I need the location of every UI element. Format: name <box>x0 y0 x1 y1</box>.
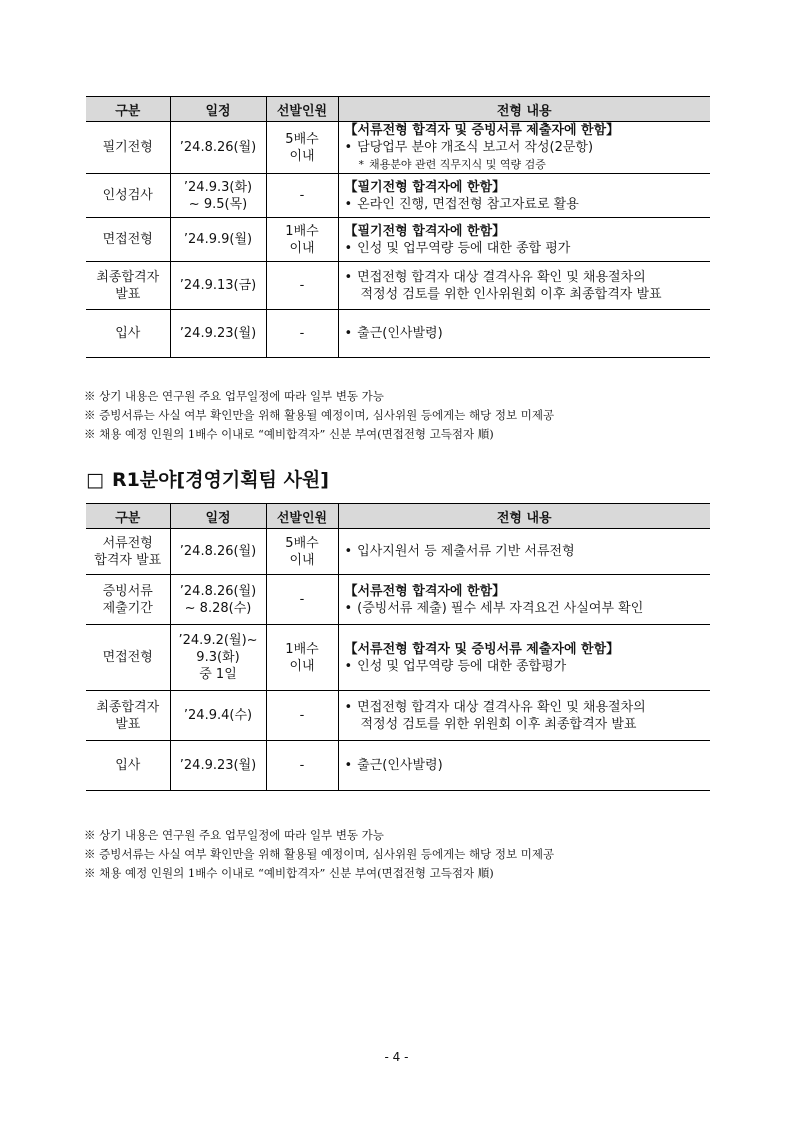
stage-text: 최종합격자 <box>96 699 160 715</box>
cell-count <box>266 741 338 791</box>
count-text: - <box>299 188 305 203</box>
date-text: ’24.9.13(금) <box>179 278 257 293</box>
stage-text: 필기전형 <box>102 140 153 155</box>
cell-date <box>170 310 266 358</box>
cell-content <box>338 122 710 174</box>
content-line <box>345 757 707 774</box>
content-line <box>345 325 707 342</box>
count-text: 5배수 <box>285 131 319 147</box>
content-line-text: 출근(인사발령) <box>357 758 443 773</box>
cell-date <box>170 575 266 625</box>
date-text: ~ 8.28(수) <box>184 600 252 616</box>
cell-stage <box>86 218 170 262</box>
table-row <box>86 122 710 174</box>
cell-content <box>338 529 710 575</box>
note-line: ※ 증빙서류는 사실 여부 확인만을 위해 활용될 예정이며, 심사위원 등에게는 해당 정보 미제공 <box>84 408 555 422</box>
content-line <box>345 269 707 286</box>
content-line-text: 면접전형 합격자 대상 결격사유 확인 및 채용절차의 <box>357 699 646 715</box>
asterisk-icon: * <box>358 158 364 171</box>
count-text: - <box>299 278 305 293</box>
bullet-icon: • <box>344 326 353 341</box>
table-row <box>86 625 710 691</box>
stage-text: 증빙서류 <box>102 583 153 599</box>
section-title <box>86 467 329 493</box>
bullet-icon: • <box>344 658 353 674</box>
count-text: 1배수 <box>285 223 319 239</box>
count-text: - <box>299 758 305 773</box>
notes-1 <box>84 387 724 444</box>
header-count: 선발인원 <box>266 504 338 529</box>
date-text: ’24.9.9(월) <box>183 232 253 247</box>
content-line <box>345 600 707 617</box>
cell-date <box>170 218 266 262</box>
content-line <box>345 716 707 733</box>
content-line <box>345 543 707 560</box>
cell-stage <box>86 575 170 625</box>
cell-date <box>170 262 266 310</box>
cell-count <box>266 262 338 310</box>
stage-text: 인성검사 <box>102 188 153 203</box>
content-heading: 【서류전형 합격자에 한함】 <box>344 583 506 599</box>
bullet-icon: • <box>344 600 353 616</box>
cell-date <box>170 691 266 741</box>
date-text: ’24.9.23(월) <box>179 758 257 773</box>
cell-date <box>170 741 266 791</box>
bullet-icon: • <box>344 758 353 773</box>
table-row <box>86 218 710 262</box>
stage-text: 입사 <box>115 758 141 773</box>
cell-count <box>266 575 338 625</box>
stage-text: 합격자 발표 <box>94 552 162 568</box>
content-line <box>345 196 707 213</box>
content-line-text: 담당업무 분야 개조식 보고서 작성(2문항) <box>357 140 594 155</box>
content-line <box>345 240 707 257</box>
content-heading: 【서류전형 합격자 및 증빙서류 제출자에 한함】 <box>344 641 620 657</box>
content-line <box>345 699 707 716</box>
note-line: ※ 상기 내용은 연구원 주요 업무일정에 따라 일부 변동 가능 <box>84 389 384 403</box>
date-text: ’24.9.4(수) <box>183 708 253 723</box>
content-line-text: 적정성 검토를 위한 위원회 이후 최종합격자 발표 <box>360 716 637 732</box>
count-text: 5배수 <box>285 535 319 551</box>
table-row <box>86 741 710 791</box>
table-row <box>86 174 710 218</box>
content-heading: 【필기전형 합격자에 한함】 <box>344 179 506 195</box>
cell-count <box>266 122 338 174</box>
header-stage: 구분 <box>86 504 170 529</box>
header-stage: 구분 <box>86 97 170 122</box>
content-line-text: 인성 및 업무역량 등에 대한 종합 평가 <box>357 240 571 256</box>
cell-count <box>266 625 338 691</box>
content-line-text: 채용분야 관련 직무지식 및 역량 검증 <box>369 158 546 171</box>
content-line-text: (증빙서류 제출) 필수 세부 자격요건 사실여부 확인 <box>357 600 644 616</box>
count-text: 이내 <box>289 552 315 568</box>
table-header-row <box>86 504 710 529</box>
content-line-text: 면접전형 합격자 대상 결격사유 확인 및 채용절차의 <box>357 269 646 285</box>
count-text: 이내 <box>289 240 315 256</box>
count-text: 이내 <box>289 658 315 674</box>
date-text: ~ 9.5(목) <box>188 196 248 212</box>
cell-count <box>266 218 338 262</box>
cell-count <box>266 529 338 575</box>
cell-stage <box>86 262 170 310</box>
stage-text: 입사 <box>115 326 141 341</box>
note-line: ※ 상기 내용은 연구원 주요 업무일정에 따라 일부 변동 가능 <box>84 828 384 842</box>
stage-text: 발표 <box>115 716 141 732</box>
bullet-icon: • <box>344 544 353 559</box>
notes-2 <box>84 826 724 883</box>
cell-count <box>266 174 338 218</box>
cell-stage <box>86 122 170 174</box>
cell-content <box>338 691 710 741</box>
cell-count <box>266 310 338 358</box>
cell-count <box>266 691 338 741</box>
cell-stage <box>86 625 170 691</box>
stage-text: 면접전형 <box>102 650 153 665</box>
header-content: 전형 내용 <box>338 97 710 122</box>
count-text: 1배수 <box>285 641 319 657</box>
date-text: 중 1일 <box>199 667 237 682</box>
note-line: ※ 증빙서류는 사실 여부 확인만을 위해 활용될 예정이며, 심사위원 등에게는 해당 정보 미제공 <box>84 847 555 861</box>
header-date: 일정 <box>170 504 266 529</box>
note-line: ※ 채용 예정 인원의 1배수 이내로 “예비합격자” 신분 부여(면접전형 고득점자 順) <box>84 866 494 880</box>
bullet-icon: • <box>344 699 353 715</box>
bullet-icon: • <box>344 140 353 155</box>
cell-stage <box>86 174 170 218</box>
stage-text: 제출기간 <box>102 600 153 616</box>
content-line-text: 온라인 진행, 면접전형 참고자료로 활용 <box>357 196 579 212</box>
bullet-icon: • <box>344 196 353 212</box>
cell-content <box>338 174 710 218</box>
schedule-table-1 <box>86 96 710 358</box>
cell-date <box>170 174 266 218</box>
content-heading: 【서류전형 합격자 및 증빙서류 제출자에 한함】 <box>344 123 620 138</box>
content-line-text: 입사지원서 등 제출서류 기반 서류전형 <box>357 544 575 559</box>
header-count: 선발인원 <box>266 97 338 122</box>
date-text: ’24.9.3(화) <box>183 179 253 195</box>
table-row <box>86 310 710 358</box>
date-text: ’24.9.2(월)~ <box>178 633 258 648</box>
checkbox-square-icon: □ <box>86 469 104 491</box>
count-text: - <box>299 708 305 723</box>
date-text: ’24.8.26(월) <box>179 583 257 599</box>
date-text: ’24.9.23(월) <box>179 326 257 341</box>
cell-date <box>170 529 266 575</box>
date-text: 9.3(화) <box>196 650 240 665</box>
count-text: - <box>299 326 305 341</box>
content-line <box>345 156 707 173</box>
count-text: 이내 <box>289 148 315 164</box>
content-line-text: 출근(인사발령) <box>357 326 443 341</box>
cell-date <box>170 625 266 691</box>
cell-content <box>338 625 710 691</box>
cell-content <box>338 741 710 791</box>
cell-stage <box>86 310 170 358</box>
cell-date <box>170 122 266 174</box>
content-line-text: 인성 및 업무역량 등에 대한 종합평가 <box>357 658 567 674</box>
table-row <box>86 529 710 575</box>
table-row <box>86 262 710 310</box>
content-line-text: 적정성 검토를 위한 인사위원회 이후 최종합격자 발표 <box>360 286 662 302</box>
content-line <box>345 658 707 675</box>
table-row <box>86 691 710 741</box>
cell-stage <box>86 691 170 741</box>
cell-content <box>338 310 710 358</box>
bullet-icon: • <box>344 269 353 285</box>
stage-text: 면접전형 <box>102 232 153 247</box>
date-text: ’24.8.26(월) <box>179 544 257 559</box>
stage-text: 최종합격자 <box>96 269 160 285</box>
content-line <box>345 139 707 156</box>
header-content: 전형 내용 <box>338 504 710 529</box>
header-date: 일정 <box>170 97 266 122</box>
cell-content <box>338 575 710 625</box>
table-row <box>86 575 710 625</box>
cell-stage <box>86 529 170 575</box>
cell-content <box>338 218 710 262</box>
schedule-table-2 <box>86 503 710 791</box>
content-heading: 【필기전형 합격자에 한함】 <box>344 223 506 239</box>
note-line: ※ 채용 예정 인원의 1배수 이내로 “예비합격자” 신분 부여(면접전형 고득점자 順) <box>84 427 494 441</box>
stage-text: 서류전형 <box>102 535 153 551</box>
bullet-icon: • <box>344 240 353 256</box>
count-text: - <box>299 592 305 607</box>
section-title-text: R1분야[경영기획팀 사원] <box>111 469 329 491</box>
page-number: - 4 - <box>384 1050 409 1064</box>
table-header-row <box>86 97 710 122</box>
stage-text: 발표 <box>115 286 141 302</box>
cell-stage <box>86 741 170 791</box>
cell-content <box>338 262 710 310</box>
date-text: ’24.8.26(월) <box>179 140 257 155</box>
content-line <box>345 286 707 303</box>
